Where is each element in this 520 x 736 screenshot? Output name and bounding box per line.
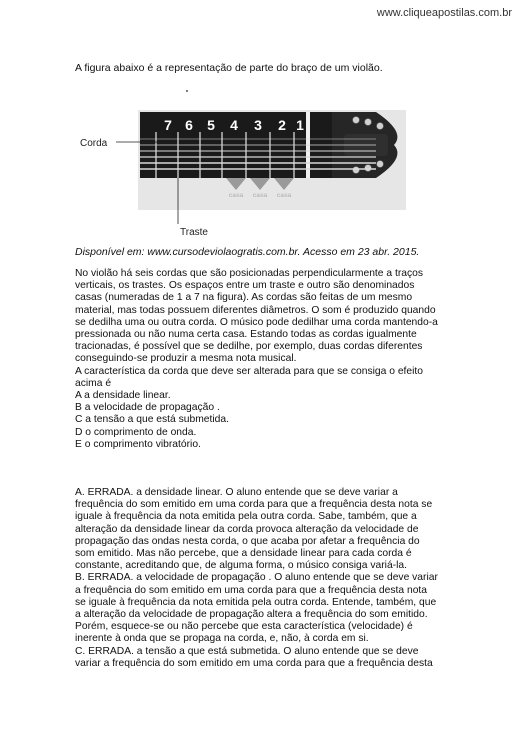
answer-line: som emitido. Mas não percebe, que a densidade linear para cada corda é [75,548,412,560]
question-line: A característica da corda que deve ser alterada para que se consiga o efeito [75,365,424,377]
answer-line: A. ERRADA. a densidade linear. O aluno entende que se deve variar a [75,487,398,498]
fret-number-2: 2 [278,117,286,133]
answer-line: constante, acreditando que, de alguma forma, o músico consiga variá-la. [75,560,407,572]
fret-number-1: 1 [296,117,304,133]
fret-number-7: 7 [164,117,172,133]
answer-explanation [75,487,447,670]
answer-line: a frequência do som emitido em uma corda para que a frequência desta nota [75,584,428,596]
guitar-neck-figure [76,88,406,238]
answer-line: C. ERRADA. a tensão a que está submetida. O aluno entende que se deve [75,645,419,657]
option-e: E o comprimento vibratório. [75,438,201,450]
site-url[interactable]: www.cliqueapostilas.com.br [376,7,512,19]
fret-number-5: 5 [207,117,215,133]
casa-label: casa [228,192,244,199]
question-line: tracionadas, é possível que se dedilhe, por exemplo, duas cordas diferentes [75,341,423,353]
answer-line: Porém, esquece-se ou não percebe que esta característica (velocidade) é [75,621,413,633]
option-c: C a tensão a que está submetida. [75,414,229,426]
casa-label: casa [252,192,268,199]
fret-number-6: 6 [185,117,193,133]
answer-line: se iguale à frequência da nota emitida pela outra corda. Entende, também, que [75,596,437,608]
fret-number-4: 4 [230,117,238,133]
source-citation: Disponível em: www.cursodeviolaogratis.com.br. Acesso em 23 abr. 2015. [75,246,420,258]
guitar-neck-illustration [76,88,406,238]
answer-line: iguale à frequência da nota emitida pela outra corda. Sabe, também, que a [75,511,417,523]
question-line: acima é [75,377,112,389]
label-corda: Corda [80,138,108,149]
answer-line: alteração da densidade linear da corda provoca alteração da velocidade de [75,523,419,535]
question-line: verticais, os trastes. Os espaços entre um traste e outro são denominados [75,280,415,292]
question-line: se dedilha uma ou outra corda. O músico pode dedilhar uma corda mantendo-a [75,316,438,328]
option-a: A a densidade linear. [75,390,171,402]
fret-number-3: 3 [254,117,262,133]
answer-line: a alteração da velocidade de propagação altera a frequência do som emitido. [75,609,428,621]
question-line: conseguindo-se produzir a mesma nota musical. [75,353,297,365]
question-line: material, mas todas possuem diferentes diâmetros. O som é produzido quando [75,304,436,316]
answer-line: inerente à onda que se propaga na corda, e, não, à corda em si. [75,633,369,645]
option-d: D o comprimento de onda. [75,426,197,438]
label-traste: Traste [180,227,208,238]
question-body [75,268,447,451]
question-line: pressionada ou não numa certa casa. Estando todas as cordas igualmente [75,329,417,341]
question-line: No violão há seis cordas que são posicionadas perpendicularmente a traços [75,268,424,279]
intro-text: A figura abaixo é a representação de parte do braço de um violão. [75,62,383,74]
question-line: casas (numeradas de 1 a 7 na figura). As cordas são feitas de um mesmo [75,292,413,304]
answer-line: frequência do som emitido em uma corda para que a frequência desta nota se [75,499,433,511]
casa-label: casa [276,192,292,199]
answer-line: variar a frequência do som emitido em uma corda para que a frequência desta [75,657,433,669]
answer-line: propagação das ondas nesta corda, o que acaba por afetar a frequência do [75,535,420,547]
option-b: B a velocidade de propagação . [75,402,220,414]
answer-line: B. ERRADA. a velocidade de propagação . O aluno entende que se deve variar [75,572,438,584]
